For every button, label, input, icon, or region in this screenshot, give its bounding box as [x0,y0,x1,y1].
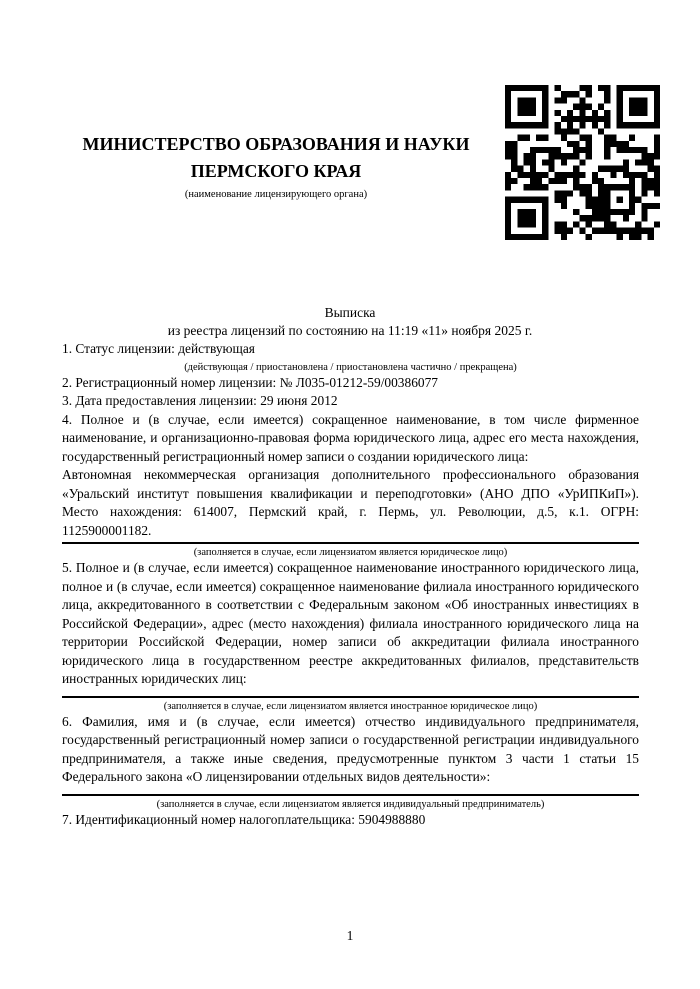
item-7-taxpayer-number: 7. Идентификационный номер налогоплательщика: 5904988880 [62,811,426,827]
ministry-name-line1: МИНИСТЕРСТВО ОБРАЗОВАНИЯ И НАУКИ [82,134,470,154]
item-2-registration-number: 2. Регистрационный номер лицензии: № Л035-01212-59/00386077 [62,374,438,390]
title-line1: Выписка [324,305,376,320]
item-4-note: (заполняется в случае, если лицензиатом является юридическое лицо) [193,547,508,558]
item-6-note: (заполняется в случае, если лицензиатом является индивидуальный предприниматель) [156,798,545,810]
item-3-grant-date: 3. Дата предоставления лицензии: 29 июня 2012 [62,393,338,408]
item-5-note: (заполняется в случае, если лицензиатом является иностранное юридическое лицо) [163,700,538,712]
document-body [62,340,639,829]
item-4-legal-entity-value: Автономная некоммерческая организация дополнительного профессионального образования «Уральский институт повышения квалификации и переподготовки» (АНО ДПО «УрИПКиП»). Место нахождения: 614007, Пермский край, г. Пермь, ул. Революции, д.5, к.1. ОГРН: 1125900001182. [62,466,639,544]
ministry-header [62,131,490,201]
page-number: 1 [346,928,354,943]
item-6-entrepreneur-heading: 6. Фамилия, имя и (в случае, если имеется) отчество индивидуального предпринимателя, государственный регистрационный номер записи о государственной регистрации индивидуального предпринимателя, а также иные сведения, предусмотренные пунктом 3 части 1 статьи 15 Федерального закона «О лицензировании отдельных видов деятельности»: [62,713,639,784]
item-5-foreign-entity-heading: 5. Полное и (в случае, если имеется) сокращенное наименование иностранного юридического лица, полное и (в случае, если имеется) сокращенное наименование филиала иностранного юридического лица, аккредитованного в соответствии с Федеральным законом «Об иностранных инвестициях в Российской Федерации», адрес (место нахождения) филиала иностранного юридического лица на территории Российской Федерации, номер записи об аккредитации филиала иностранного юридического лица в государственном реестре аккредитованных филиалов, представительств иностранных юридических лиц: [62,560,639,686]
item-6-blank-line [62,787,639,796]
item-4-legal-entity-heading: 4. Полное и (в случае, если имеется) сокращенное наименование, в том числе фирменное наименование, и организационно-правовая форма юридического лица, адрес его места нахождения, государственный регистрационный номер записи о создании юридического лица: [62,411,639,464]
item-1-note: (действующая / приостановлена / приостановлена частично / прекращена) [184,361,517,373]
title-line2: из реестра лицензий по состоянию на 11:19 «11» ноября 2025 г. [167,323,533,338]
ministry-name-line2: ПЕРМСКОГО КРАЯ [190,161,362,181]
ministry-caption: (наименование лицензирующего органа) [184,189,368,200]
document-title [0,304,700,340]
item-1-license-status: 1. Статус лицензии: действующая [62,341,255,356]
qr-code-icon [505,85,660,240]
item-5-blank-line [62,689,639,698]
